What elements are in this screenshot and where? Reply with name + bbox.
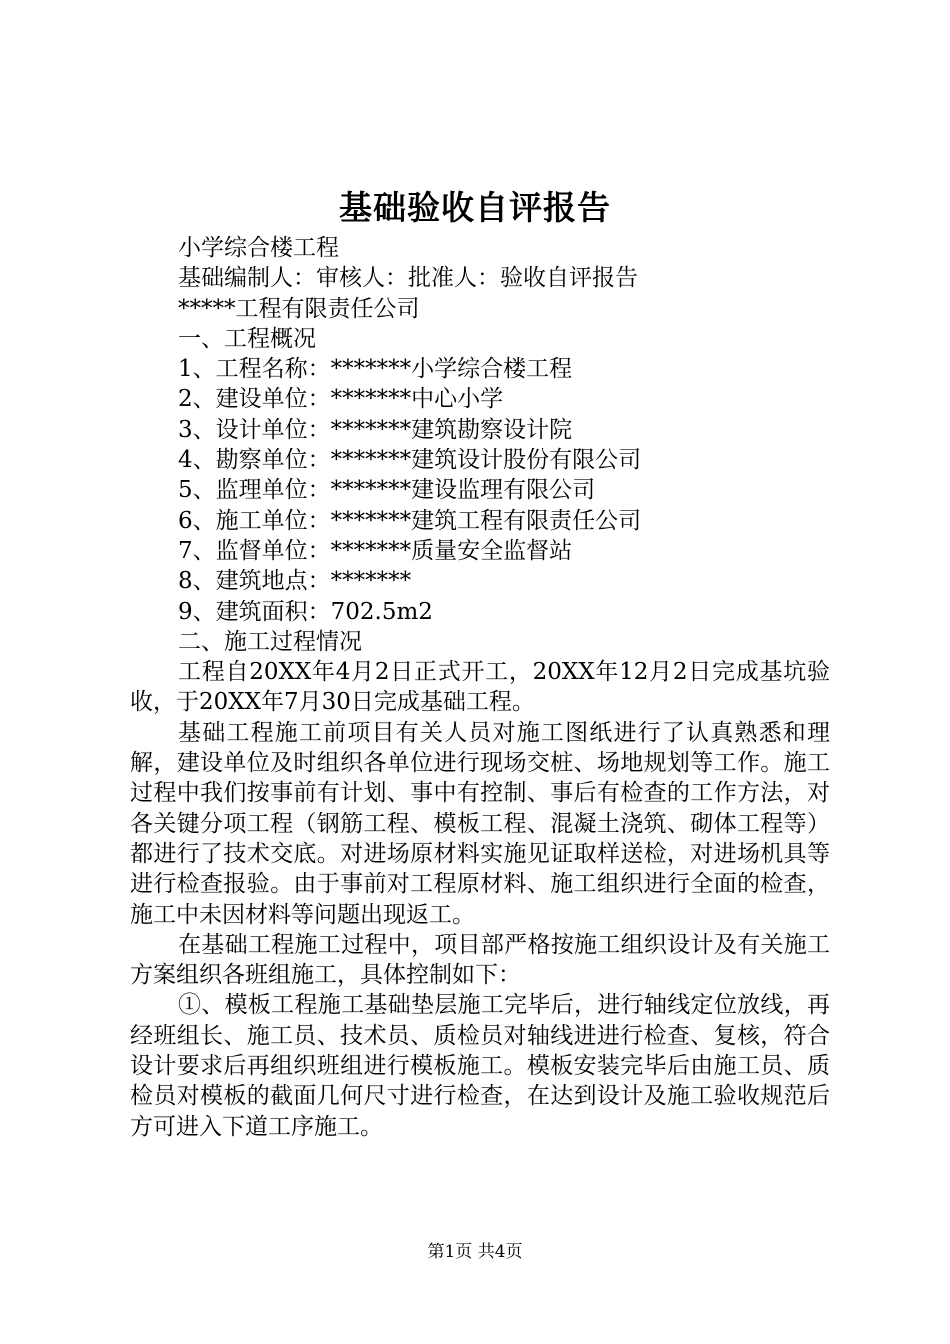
overview-item-project-name: 1、工程名称：*******小学综合楼工程 xyxy=(178,356,573,383)
section-heading-overview: 一、工程概况 xyxy=(178,325,316,352)
page-number: 第1页 共4页 xyxy=(427,1242,523,1262)
overview-item-client: 2、建设单位：*******中心小学 xyxy=(178,386,504,413)
document-body xyxy=(130,233,830,1142)
section-heading-process: 二、施工过程情况 xyxy=(178,628,362,655)
overview-item-supervisor: 5、监理单位：*******建设监理有限公司 xyxy=(178,477,596,504)
overview-item-area: 9、建筑面积：702.5m2 xyxy=(178,598,433,625)
header-line-project: 小学综合楼工程 xyxy=(178,235,339,261)
paragraph-preparation: 基础工程施工前项目有关人员对施工图纸进行了认真熟悉和理解，建设单位及时组织各单位进行现场交桩、场地规划等工作。施工过程中我们按事前有计划、事中有控制、事后有检查的工作方法，对各关键分项工程（钢筋工程、模板工程、混凝土浇筑、砌体工程等）都进行了技术交底。对进场原材料实施见证取样送检，对进场机具等进行检查报验。由于事前对工程原材料、施工组织进行全面的检查，施工中未因材料等问题出现返工。 xyxy=(130,719,830,928)
overview-item-location: 8、建筑地点：******* xyxy=(178,568,412,595)
document-title: 基础验收自评报告 xyxy=(339,188,611,227)
header-line-company: *****工程有限责任公司 xyxy=(178,295,420,322)
overview-item-surveyor: 4、勘察单位：*******建筑设计股份有限公司 xyxy=(178,447,642,474)
header-line-signatories: 基础编制人：审核人：批准人：验收自评报告 xyxy=(178,265,638,292)
paragraph-schedule: 工程自20XX年4月2日正式开工，20XX年12月2日完成基坑验收，于20XX年7月30日完成基础工程。 xyxy=(130,659,830,716)
paragraph-control-intro: 在基础工程施工过程中，项目部严格按施工组织设计及有关施工方案组织各班组施工，具体控制如下： xyxy=(130,931,830,989)
paragraph-formwork: ①、模板工程施工基础垫层施工完毕后，进行轴线定位放线，再经班组长、施工员、技术员、质检员对轴线进进行检查、复核，符合设计要求后再组织班组进行模板施工。模板安装完毕后由施工员、质检员对模板的截面几何尺寸进行检查，在达到设计及施工验收规范后方可进入下道工序施工。 xyxy=(130,992,830,1140)
overview-item-inspector: 7、监督单位：*******质量安全监督站 xyxy=(178,537,573,564)
overview-item-contractor: 6、施工单位：*******建筑工程有限责任公司 xyxy=(178,507,642,534)
overview-item-designer: 3、设计单位：*******建筑勘察设计院 xyxy=(178,416,573,443)
